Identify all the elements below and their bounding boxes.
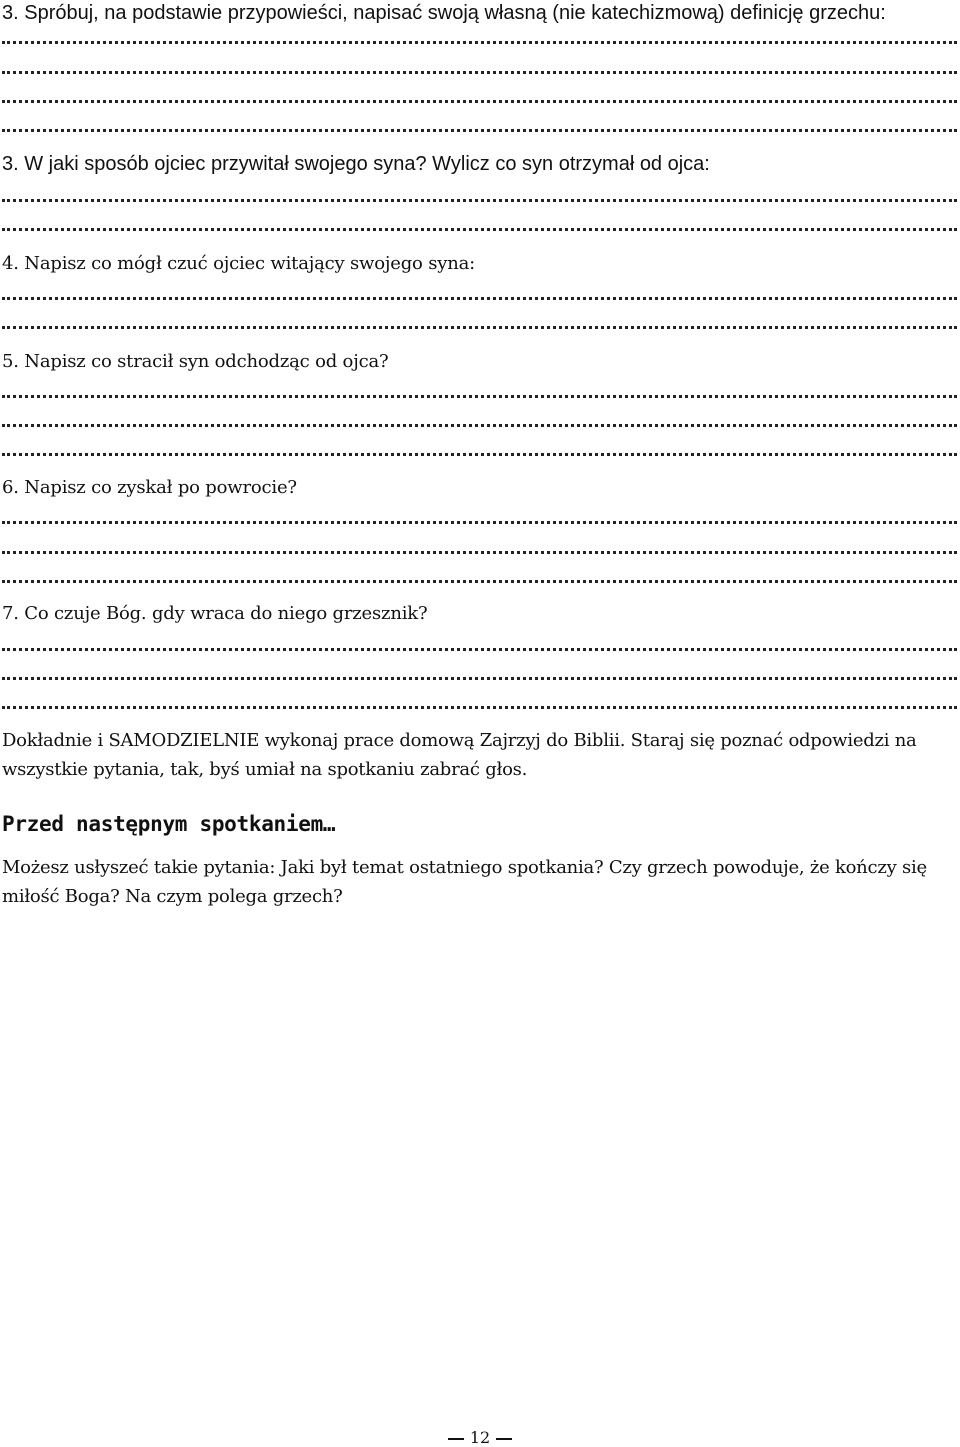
answer-line[interactable]: [2, 677, 957, 680]
question-7: 7. Co czuje Bóg. gdy wraca do niego grzesznik?: [2, 603, 428, 624]
answer-line[interactable]: [2, 395, 957, 398]
question-5: 5. Napisz co stracił syn odchodząc od ojca?: [2, 351, 389, 372]
next-meeting-questions: Możesz usłyszeć takie pytania: Jaki był temat ostatniego spotkania? Czy grzech powoduje, że kończy się miłość Boga? Na czym polega grzech?: [2, 857, 927, 907]
question-3b: 3. W jaki sposób ojciec przywitał swojego syna? Wylicz co syn otrzymał od ojca:: [2, 153, 710, 175]
footer-dash: [448, 1438, 464, 1440]
answer-line[interactable]: [2, 41, 957, 44]
answer-line[interactable]: [2, 228, 957, 231]
footer-dash: [496, 1438, 512, 1440]
page-number: 12: [469, 1428, 491, 1447]
page-footer: [0, 1428, 960, 1447]
answer-line[interactable]: [2, 129, 957, 132]
answer-line[interactable]: [2, 100, 957, 103]
answer-line[interactable]: [2, 706, 957, 709]
answer-line[interactable]: [2, 648, 957, 651]
answer-line[interactable]: [2, 326, 957, 329]
homework-instruction: Dokładnie i SAMODZIELNIE wykonaj prace domową Zajrzyj do Biblii. Staraj się poznać odpowiedzi na wszystkie pytania, tak, byś umiał na spotkaniu zabrać głos.: [2, 730, 917, 780]
answer-line[interactable]: [2, 521, 957, 524]
next-meeting-heading: Przed następnym spotkaniem…: [2, 812, 336, 836]
question-4: 4. Napisz co mógł czuć ojciec witający swojego syna:: [2, 253, 475, 274]
answer-line[interactable]: [2, 580, 957, 583]
answer-line[interactable]: [2, 71, 957, 74]
answer-line[interactable]: [2, 551, 957, 554]
question-6: 6. Napisz co zyskał po powrocie?: [2, 477, 297, 498]
answer-line[interactable]: [2, 297, 957, 300]
answer-line[interactable]: [2, 199, 957, 202]
question-3a: 3. Spróbuj, na podstawie przypowieści, napisać swoją własną (nie katechizmową) definicję grzechu:: [2, 2, 886, 24]
answer-line[interactable]: [2, 453, 957, 456]
answer-line[interactable]: [2, 424, 957, 427]
